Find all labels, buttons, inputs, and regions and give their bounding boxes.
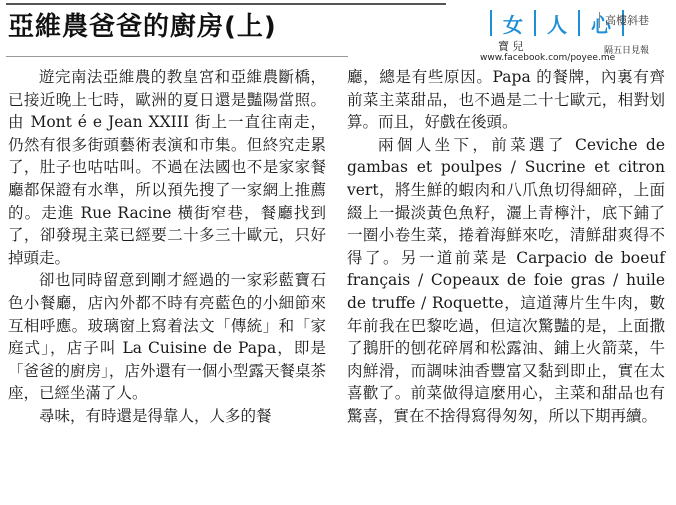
paragraph-2: 卻也同時留意到剛才經過的一家彩藍寶石色小餐廳，店內外都不時有亮藍色的小細節來互相呼應。玻璃窗上寫着法文「傳統」和「家庭式」，店子叫 La Cuisine de Papa，即是「爸爸的廚房」，店外還有一個小型露天餐桌茶座，已經坐滿了人。	[8, 271, 326, 403]
logo-char-1: 女	[503, 12, 523, 37]
publication-schedule: 隔五日見報	[604, 46, 650, 56]
article-title: 亞維農爸爸的廚房(上)	[8, 12, 277, 42]
paragraph-1: 遊完南法亞維農的教皇宮和亞維農斷橋，已接近晚上七時，歐洲的夏日還是豔陽當照。由 Mont é e Jean XXIII 街上一直往南走，仍然有很多街頭藝術表演和市集。但終究走累了，肚子也咕咕叫。不過在法國也不是家家餐廳都保證有水準，所以預先搜了一家網上推薦的。走進 Rue Racine 橫街窄巷，餐廳找到了，卻發現主菜已經要二十多三十歐元，只好掉頭走。	[8, 68, 326, 267]
logo-bar-2	[578, 10, 580, 36]
author-name: 寶 兒	[498, 40, 524, 53]
article-header	[0, 0, 676, 62]
logo-bar-1	[534, 10, 536, 36]
article-column-left	[8, 66, 326, 428]
paragraph-3-start: 尋味，有時還是得靠人，人多的餐	[39, 406, 272, 425]
facebook-url: www.facebook.com/poyee.me	[480, 53, 616, 63]
title-top-rule	[6, 3, 446, 5]
logo-char-2: 人	[547, 12, 567, 37]
title-underline	[6, 56, 348, 57]
article-column-right	[347, 66, 665, 428]
logo-char-3: 心	[591, 12, 611, 37]
paragraph-3-continued: 廳，總是有些原因。Papa 的餐牌，內裏有齊前菜主菜甜品，也不過是二十七歐元，相對划算。而且，好戲在後頭。	[347, 68, 665, 132]
logo-bar-left	[490, 10, 492, 36]
paragraph-4: 兩個人坐下，前菜選了 Ceviche de gambas et poulpes / Sucrine et citron vert，將生鮮的蝦肉和八爪魚切得細碎，上面綴上一撮淡黃色魚籽，灑上青檸汁，底下鋪了一圈小卷生菜，捲着海鮮來吃，清鮮甜爽得不得了。另一道前菜是 Carpacio de boeuf français / Copeaux de foie gras / huile de truffe / Roquette，這道薄片生牛肉，數年前我在巴黎吃過，但這次驚豔的是，上面撒了鵝肝的刨花碎屑和松露油、鋪上火箭菜，牛肉鮮滑，而調味油香豐富又黏到即止，實在太喜歡了。前菜做得這麼用心，主菜和甜品也有驚喜，實在不捨得寫得匆匆，所以下期再續。	[347, 135, 665, 425]
column-name: 高樓斜巷	[599, 12, 649, 28]
